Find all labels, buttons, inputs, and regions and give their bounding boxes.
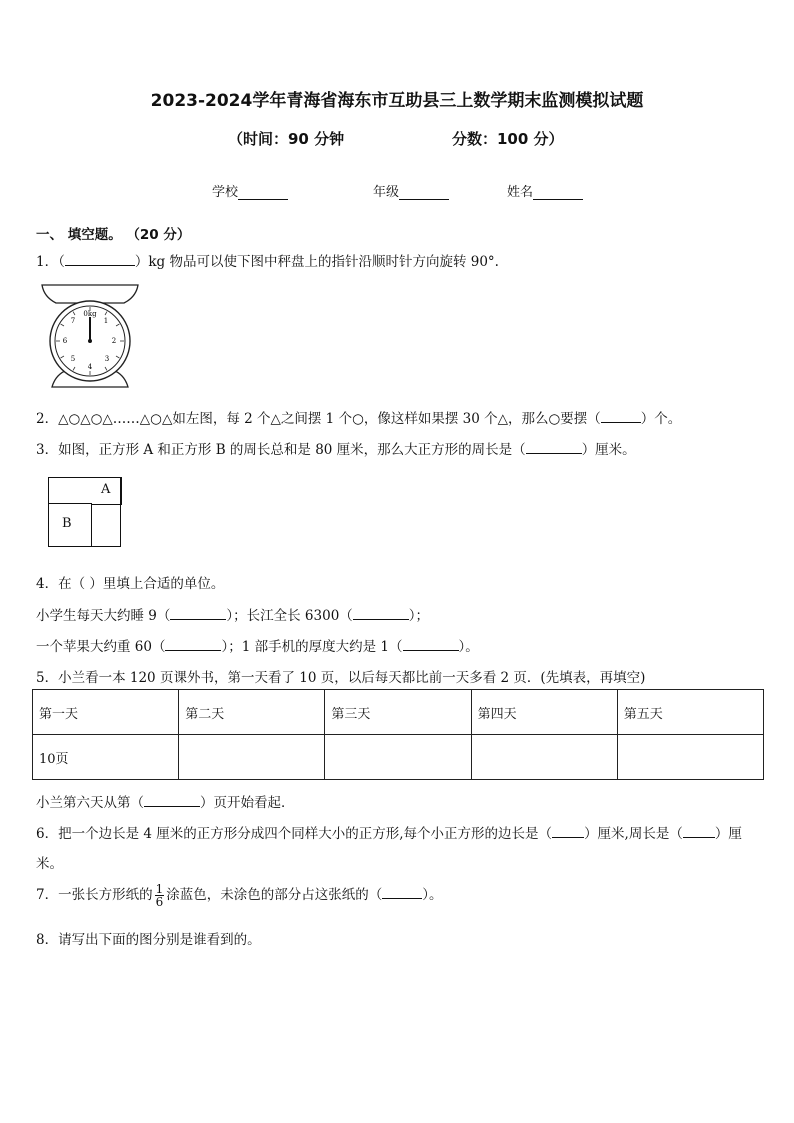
- question-4: 4．在（ ）里填上合适的单位。: [36, 576, 225, 592]
- scale-number: 4: [87, 363, 93, 371]
- question-4a: 小学生每天大约睡 9（ ）；长江全长 6300（ ）；: [36, 608, 430, 624]
- question-4b: 一个苹果大约重 60（ ）；1 部手机的厚度大约是 1（ ）。: [36, 639, 479, 655]
- reading-table: [32, 689, 764, 780]
- table-header-cell: 第二天: [179, 690, 325, 735]
- question-6: 6．把一个边长是 4 厘米的正方形分成四个同样大小的正方形,每个小正方形的边长是（ ）厘米,周长是（ ）厘: [36, 826, 742, 842]
- scale-number: 2: [111, 337, 117, 345]
- scale-figure: [40, 283, 140, 389]
- table-cell[interactable]: [617, 735, 763, 780]
- exam-score: 分数：100 分）: [452, 130, 564, 148]
- scale-zero-label: 0kg: [83, 310, 97, 318]
- exam-time: （时间：90 分钟: [228, 130, 345, 148]
- question-5: 5．小兰看一本 120 页课外书，第一天看了 10 页，以后每天都比前一天多看 2 页．(先填表，再填空): [36, 670, 646, 686]
- question-1: 1．（ ）kg 物品可以使下图中秤盘上的指针沿顺时针方向旋转 90°.: [36, 254, 499, 270]
- table-header-row: [33, 690, 764, 735]
- question-3: 3．如图，正方形 A 和正方形 B 的周长总和是 80 厘米，那么大正方形的周长是（ ）厘米。: [36, 442, 636, 458]
- table-cell[interactable]: [325, 735, 471, 780]
- scale-number: 7: [70, 317, 76, 325]
- table-cell: 10页: [33, 735, 179, 780]
- scale-number: 5: [70, 355, 76, 363]
- table-header-cell: 第四天: [471, 690, 617, 735]
- fraction-one-sixth: $\frac{1}{6}$: [155, 882, 164, 909]
- table-header-cell: 第三天: [325, 690, 471, 735]
- table-header-cell: 第一天: [33, 690, 179, 735]
- scale-number: 3: [104, 355, 110, 363]
- table-header-cell: 第五天: [617, 690, 763, 735]
- question-7: 7．一张长方形纸的 $\frac{1}{6}$ 涂蓝色，未涂色的部分占这张纸的（ ）。: [36, 882, 443, 909]
- question-8: 8．请写出下面的图分别是谁看到的。: [36, 932, 261, 948]
- square-b-label: B: [62, 516, 72, 531]
- question-6-continued: 米。: [36, 856, 63, 872]
- question-5-followup: 小兰第六天从第（ ）页开始看起．: [36, 795, 295, 811]
- scale-number: 6: [62, 337, 68, 345]
- school-field: 学校: [212, 181, 288, 200]
- page-title: 2023-2024学年青海省海东市互助县三上数学期末监测模拟试题: [150, 91, 644, 111]
- name-field: 姓名: [507, 181, 583, 200]
- question-2: 2．△○△○△……△○△如左图，每 2 个△之间摆 1 个○，像这样如果摆 30 个△，那么○要摆（ ）个。: [36, 411, 682, 427]
- scale-number: 1: [103, 317, 109, 325]
- section-heading: 一、 填空题。 （20 分）: [36, 227, 191, 243]
- table-cell[interactable]: [471, 735, 617, 780]
- table-cell[interactable]: [179, 735, 325, 780]
- grade-field: 年级: [373, 181, 449, 200]
- square-a-label: A: [101, 482, 111, 497]
- table-row: [33, 735, 764, 780]
